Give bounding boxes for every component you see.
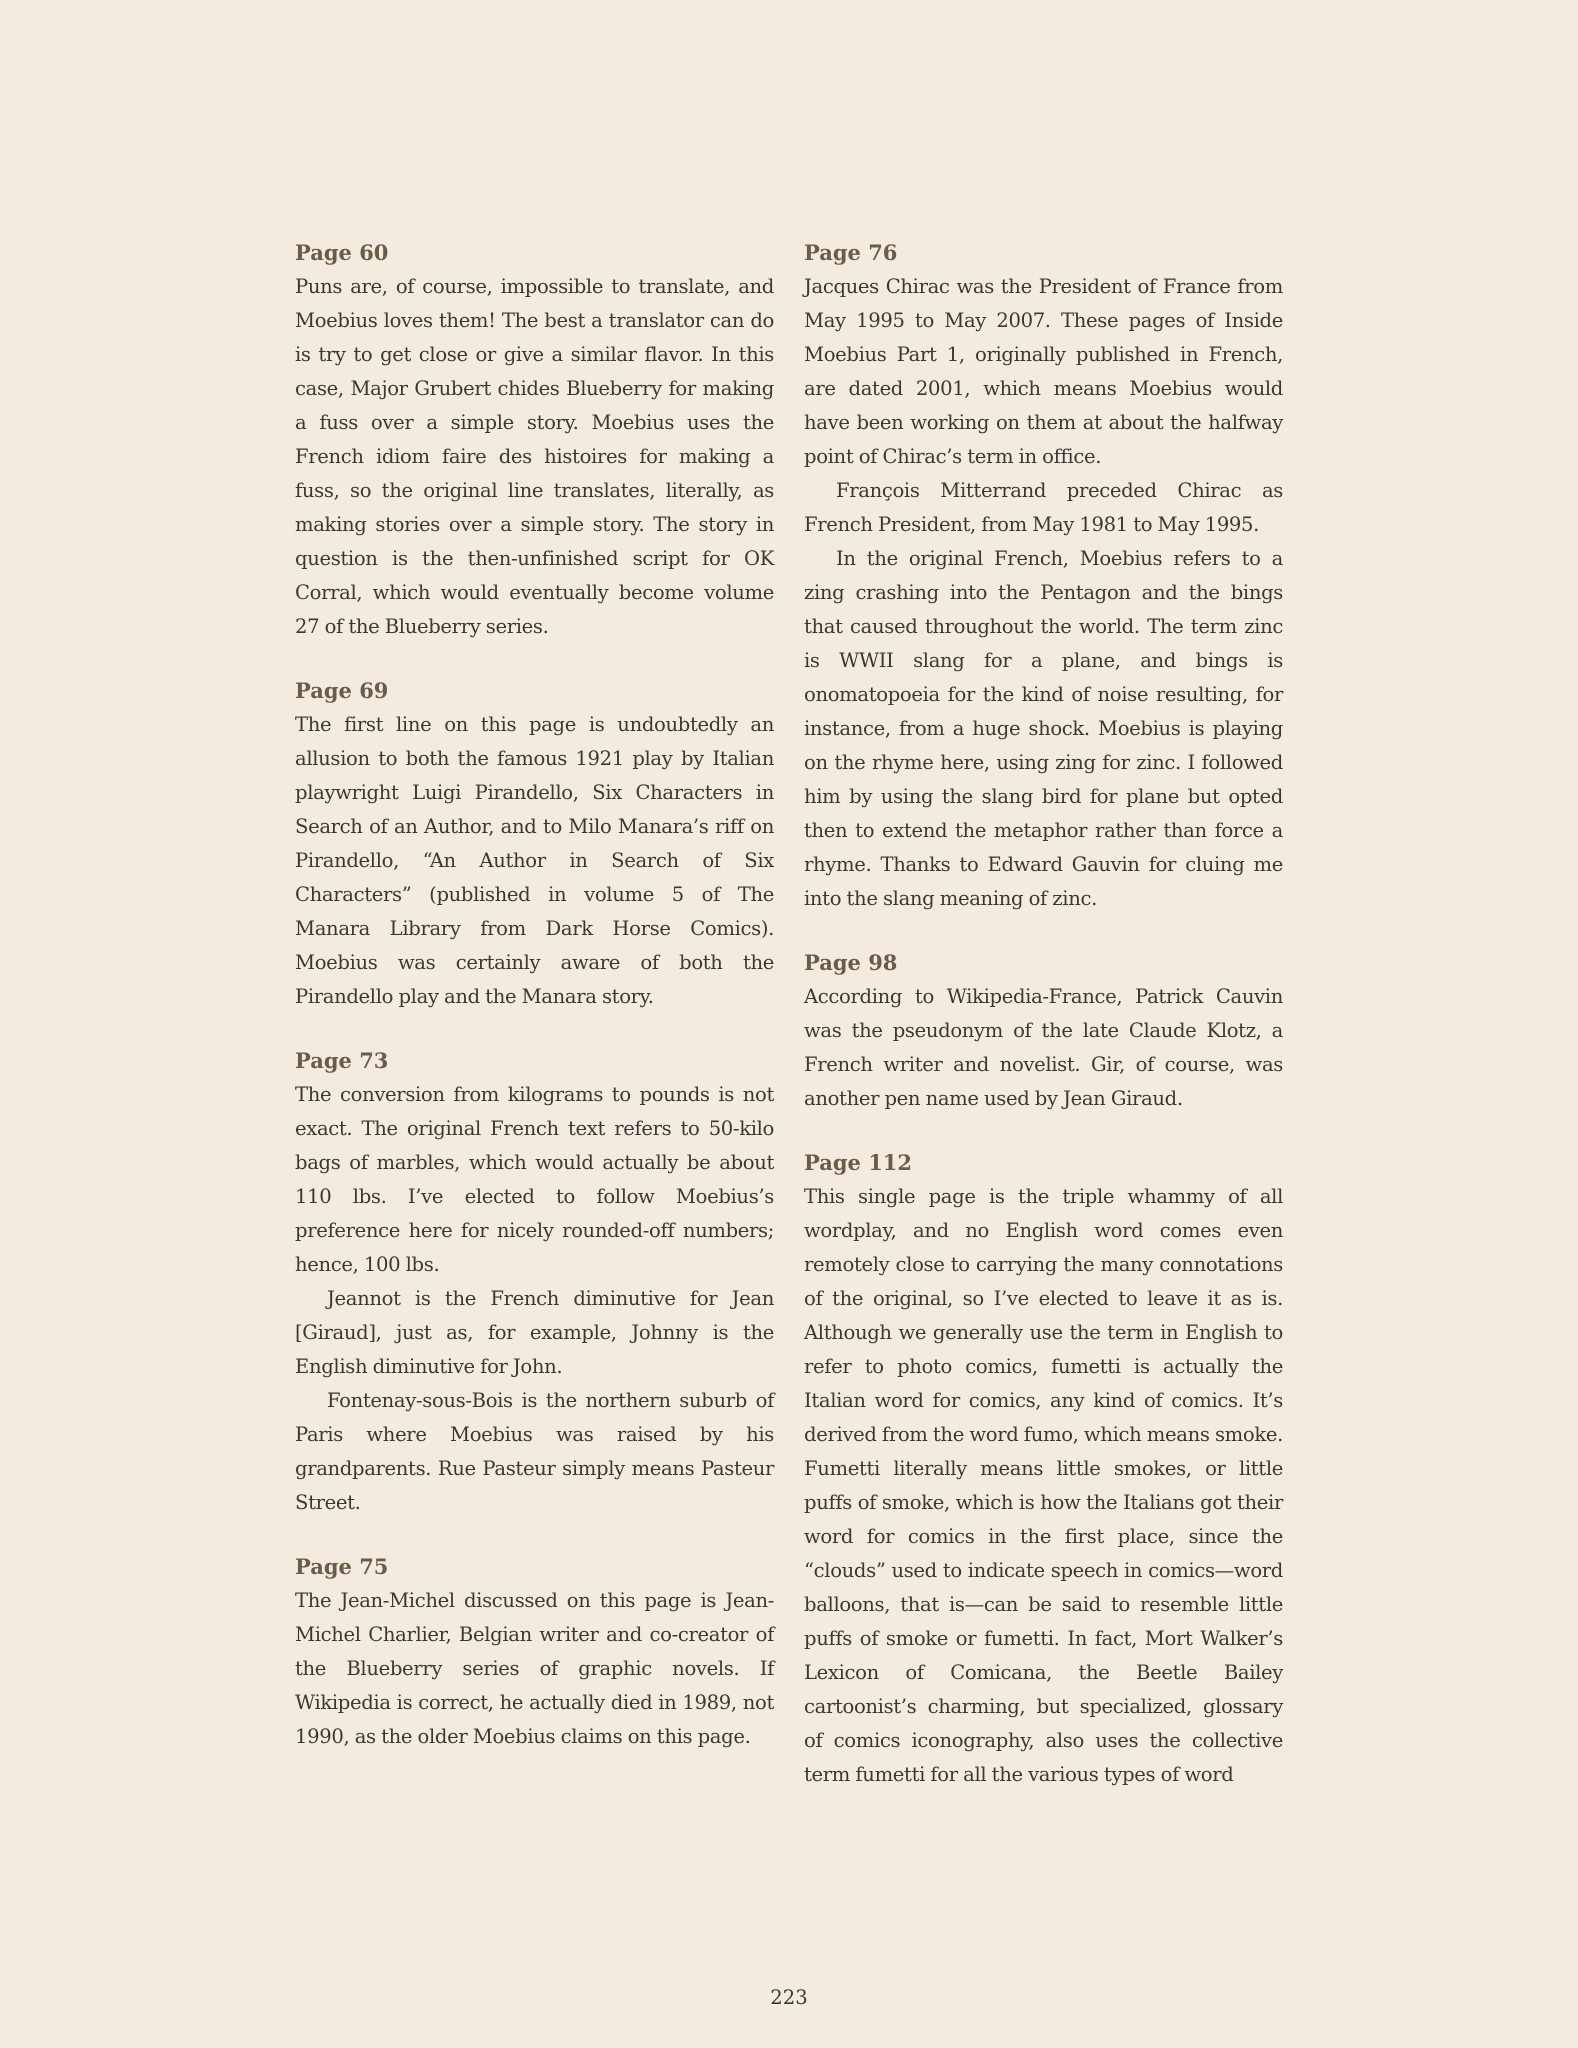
note-paragraph: The first line on this page is undoubtedly an allusion to both the famous 1921 play by Italian playwright Luigi Pirandello, Six Characters in Search of an Author, and to Milo Manara’s riff on Pirandello, “An Author in Search of Six Characters” (published in volume 5 of The Manara Library from Dark Horse Comics). Moebius was certainly aware of both the Pirandello play and the Manara story. bbox=[295, 713, 774, 1008]
note-paragraph: The Jean-Michel discussed on this page is Jean-Michel Charlier, Belgian writer and co-creator of the Blueberry series of graphic novels. If Wikipedia is correct, he actually died in 1989, not 1990, as the older Moebius claims on this page. bbox=[295, 1589, 774, 1748]
note-heading: Page 75 bbox=[295, 1554, 389, 1579]
note-paragraph: This single page is the triple whammy of all wordplay, and no English word comes even remotely close to carrying the many connotations of the original, so I’ve elected to leave it as is. Although we generally use the term in English to refer to photo comics, fumetti is actually the Italian word for comics, any kind of comics. It’s derived from the word fumo, which means smoke. Fumetti literally means little smokes, or little puffs of smoke, which is how the Italians got their word for comics in the first place, since the “clouds” used to indicate speech in comics—word balloons, that is—can be said to resemble little puffs of smoke or fumetti. In fact, Mort Walker’s Lexicon of Comicana, the Beetle Bailey cartoonist’s charming, but specialized, glossary of comics iconography, also uses the collective term fumetti for all the various types of word bbox=[804, 1185, 1283, 1786]
note-section bbox=[295, 674, 774, 1014]
note-section bbox=[804, 946, 1283, 1116]
note-paragraph: According to Wikipedia-France, Patrick Cauvin was the pseudonym of the late Claude Klotz, a French writer and novelist. Gir, of course, was another pen name used by Jean Giraud. bbox=[804, 985, 1283, 1110]
note-paragraph: Jeannot is the French diminutive for Jean [Giraud], just as, for example, Johnny is the English diminutive for John. bbox=[295, 1287, 774, 1378]
note-heading: Page 60 bbox=[295, 240, 389, 265]
note-heading: Page 112 bbox=[804, 1150, 913, 1175]
note-section bbox=[295, 1044, 774, 1520]
note-paragraph: Jacques Chirac was the President of France from May 1995 to May 2007. These pages of Inside Moebius Part 1, originally published in French, are dated 2001, which means Moebius would have been working on them at about the halfway point of Chirac’s term in office. bbox=[804, 275, 1283, 468]
right-column bbox=[804, 236, 1283, 1822]
note-section bbox=[804, 236, 1283, 916]
note-paragraph: Puns are, of course, impossible to translate, and Moebius loves them! The best a translator can do is try to get close or give a similar flavor. In this case, Major Grubert chides Blueberry for making a fuss over a simple story. Moebius uses the French idiom faire des histoires for making a fuss, so the original line translates, literally, as making stories over a simple story. The story in question is the then-unfinished script for OK Corral, which would eventually become volume 27 of the Blueberry series. bbox=[295, 275, 774, 638]
note-section bbox=[295, 1550, 774, 1754]
left-column bbox=[295, 236, 774, 1784]
note-paragraph: Fontenay-sous-Bois is the northern suburb of Paris where Moebius was raised by his grandparents. Rue Pasteur simply means Pasteur Street. bbox=[295, 1389, 774, 1514]
note-section bbox=[295, 236, 774, 644]
note-heading: Page 73 bbox=[295, 1048, 389, 1073]
note-paragraph: François Mitterrand preceded Chirac as French President, from May 1981 to May 1995. bbox=[804, 479, 1283, 536]
note-paragraph: The conversion from kilograms to pounds is not exact. The original French text refers to 50-kilo bags of marbles, which would actually be about 110 lbs. I’ve elected to follow Moebius’s preference here for nicely rounded-off numbers; hence, 100 lbs. bbox=[295, 1083, 774, 1276]
note-heading: Page 98 bbox=[804, 950, 898, 975]
note-heading: Page 76 bbox=[804, 240, 898, 265]
page-number: 223 bbox=[770, 1986, 808, 2009]
note-section bbox=[804, 1146, 1283, 1792]
note-heading: Page 69 bbox=[295, 678, 389, 703]
note-paragraph: In the original French, Moebius refers to a zing crashing into the Pentagon and the bings that caused throughout the world. The term zinc is WWII slang for a plane, and bings is onomatopoeia for the kind of noise resulting, for instance, from a huge shock. Moebius is playing on the rhyme here, using zing for zinc. I followed him by using the slang bird for plane but opted then to extend the metaphor rather than force a rhyme. Thanks to Edward Gauvin for cluing me into the slang meaning of zinc. bbox=[804, 547, 1283, 910]
